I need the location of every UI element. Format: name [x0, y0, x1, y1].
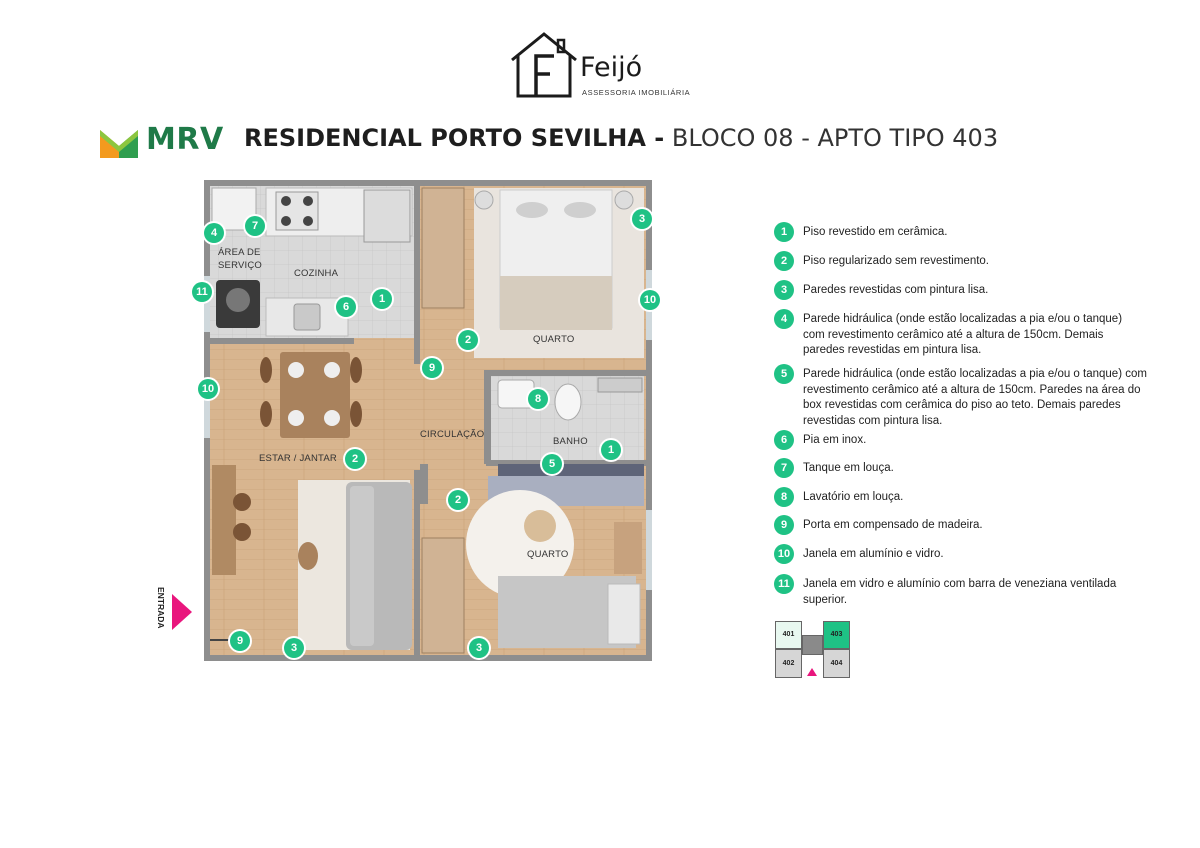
plan-marker: 3	[284, 638, 304, 658]
page-title	[244, 124, 998, 152]
plan-marker: 5	[542, 454, 562, 474]
entrance-arrow-icon	[172, 594, 192, 630]
plan-marker: 3	[632, 209, 652, 229]
plan-marker: 3	[469, 638, 489, 658]
legend-number: 4	[774, 309, 794, 329]
legend-text: Janela em vidro e alumínio com barra de veneziana ventilada superior.	[803, 578, 1117, 606]
unit-core	[802, 635, 823, 655]
floor-plan	[196, 180, 657, 661]
legend-text: Tanque em louça.	[803, 462, 894, 474]
legend-text: Piso regularizado sem revestimento.	[803, 255, 989, 267]
developer-name: MRV	[146, 122, 224, 157]
unit-cell-402: 402	[775, 649, 802, 678]
legend-number: 10	[774, 544, 794, 564]
room-label-estar-jantar: ESTAR / JANTAR	[259, 453, 337, 464]
plan-marker: 8	[528, 389, 548, 409]
room-label-cozinha: COZINHA	[294, 268, 339, 279]
room-label-quarto-1: QUARTO	[533, 334, 575, 345]
legend-text: Paredes revestidas com pintura lisa.	[803, 284, 989, 296]
plan-marker: 4	[204, 223, 224, 243]
legend-text: Pia em inox.	[803, 434, 867, 446]
unit-cell-404: 404	[823, 649, 850, 678]
plan-marker: 1	[601, 440, 621, 460]
legend-number: 2	[774, 251, 794, 271]
plan-marker: 10	[198, 379, 218, 399]
floor-plan-drawing	[204, 180, 652, 661]
entrance-label: ENTRADA	[156, 587, 166, 629]
unit-cell-403: 403	[823, 621, 850, 649]
room-label-area-servico: ÁREA DE SERVIÇO	[218, 247, 262, 271]
legend-number: 8	[774, 487, 794, 507]
legend-number: 11	[774, 574, 794, 594]
title-bold: RESIDENCIAL PORTO SEVILHA -	[244, 124, 665, 152]
legend-text: Janela em alumínio e vidro.	[803, 548, 944, 560]
plan-marker: 11	[192, 282, 212, 302]
legend-number: 1	[774, 222, 794, 242]
unit-cell-401: 401	[775, 621, 802, 649]
unit-key	[775, 621, 851, 678]
title-light: BLOCO 08 - APTO TIPO 403	[671, 124, 999, 152]
plan-marker: 1	[372, 289, 392, 309]
house-f-icon	[508, 30, 580, 100]
pink-triangle-icon	[807, 668, 817, 676]
plan-marker: 7	[245, 216, 265, 236]
brand-logo	[508, 30, 698, 102]
plan-marker: 9	[422, 358, 442, 378]
legend-text: Parede hidráulica (onde estão localizadas a pia e/ou o tanque) com revestimento cerâmico até a altura de 150cm. Demais paredes revestidas em pintura lisa.	[803, 313, 1123, 356]
legend-number: 9	[774, 515, 794, 535]
brand-tagline: ASSESSORIA IMOBILIÁRIA	[582, 88, 691, 97]
legend-number: 7	[774, 458, 794, 478]
plan-marker: 6	[336, 297, 356, 317]
room-label-banho: BANHO	[553, 436, 588, 447]
plan-marker: 2	[458, 330, 478, 350]
legend-text: Parede hidráulica (onde estão localizadas a pia e/ou o tanque) com revestimento cerâmico até a altura de 150cm. Paredes na área do box revestidas com cerâmica do piso ao teto. Demais paredes revestidas com pintura lisa.	[803, 368, 1147, 427]
legend-text: Lavatório em louça.	[803, 491, 904, 503]
plan-marker: 2	[345, 449, 365, 469]
mrv-logo-icon	[100, 122, 138, 158]
legend-number: 6	[774, 430, 794, 450]
plan-marker: 10	[640, 290, 660, 310]
legend-text: Piso revestido em cerâmica.	[803, 226, 948, 238]
room-label-circulacao: CIRCULAÇÃO	[420, 429, 485, 440]
room-label-quarto-2: QUARTO	[527, 549, 569, 560]
brand-name: Feijó	[580, 52, 643, 83]
title-row	[100, 120, 1100, 160]
plan-marker: 2	[448, 490, 468, 510]
plan-marker: 9	[230, 631, 250, 651]
legend-number: 3	[774, 280, 794, 300]
legend-text: Porta em compensado de madeira.	[803, 519, 983, 531]
legend-number: 5	[774, 364, 794, 384]
